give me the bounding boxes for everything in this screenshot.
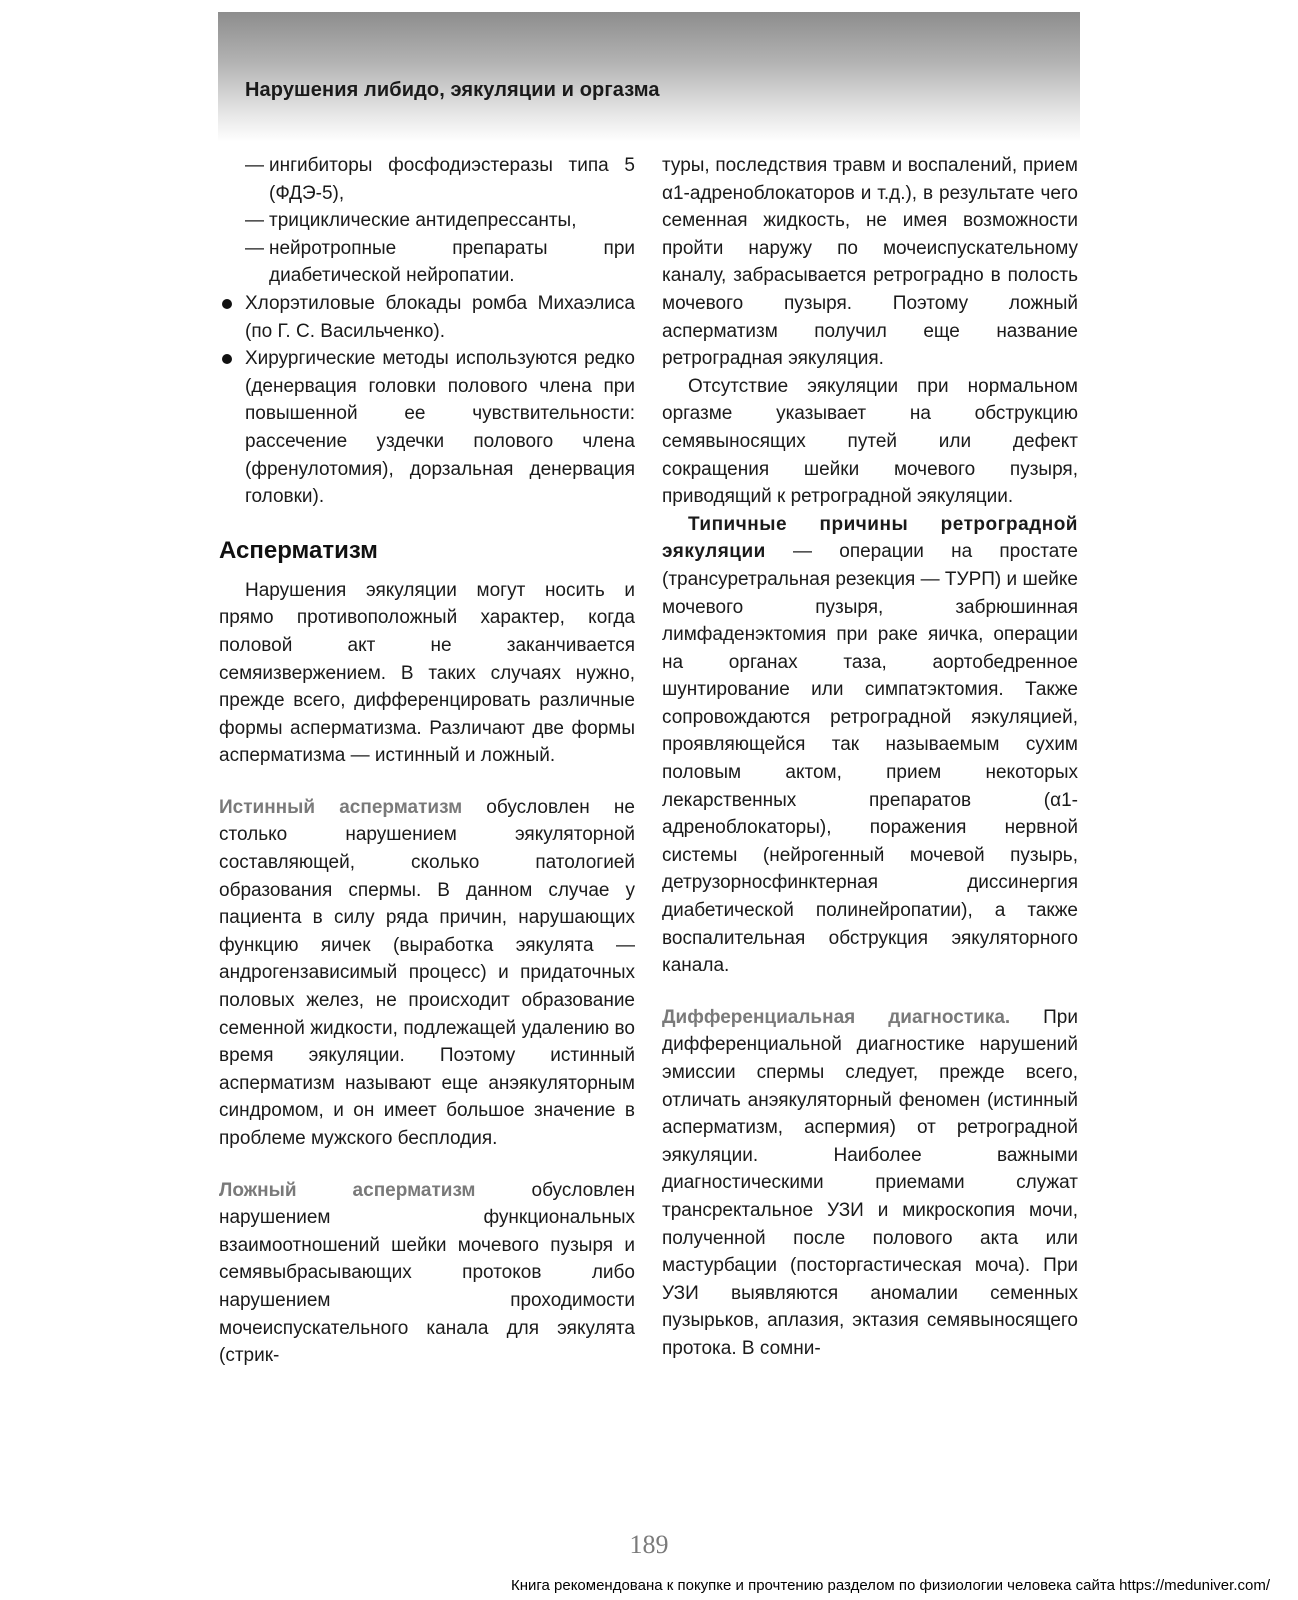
paragraph-true-aspermatism: Истинный асперматизм обусловлен не столько нарушением эякуляторной составляющей, сколько патологией образования спермы. В данном случае у пациента в силу ряда причин, нарушающих функцию яичек (выработка эякулята — андрогензависимый процесс) и придаточных половых желез, не происходит образование семенной жидкости, подлежащей удалению во время эякуляции. Поэтому истинный асперматизм называют еще анэякуляторным синдромом, и он имеет большое значение в проблеме мужского бесплодия. [219, 796, 635, 1149]
list-item: — нейротропные препараты при диабетической нейропатии. [219, 235, 635, 290]
term-false-aspermatism: Ложный асперматизм [219, 1179, 476, 1201]
left-column [219, 152, 635, 1370]
section-heading: Асперматизм [219, 536, 378, 564]
bullet-icon [222, 354, 232, 364]
paragraph-typical-causes: Типичные причины ретроградной эякуляции — операции на простате (трансуретральная резекция — ТУРП) и шейке мочевого пузыря, забрюшинная лимфаденэктомия при раке яичка, операции на органах таза, аортобедренное шунтирование или симпатэктомия. Также сопровождаются ретроградной яэкуляцией, проявляющейся так называемым сухим половым актом, прием некоторых лекарственных препаратов (α1-адреноблокаторы), поражения нервной системы (нейрогенный мочевой пузырь, детрузорносфинктерная диссинергия диабетической полинейропатии), а также воспалительная обструкция эякуляторного канала. [662, 513, 1078, 977]
paragraph-intro: Нарушения эякуляции могут носить и прямо противоположный характер, когда половой акт не заканчивается семяизвержением. В таких случаях нужно, прежде всего, дифференцировать различные формы асперматизма. Различают две формы асперматизма — истинный и ложный. [219, 579, 635, 767]
paragraph-false-aspermatism: Ложный асперматизм обусловлен нарушением функциональных взаимоотношений шейки мочевого пузыря и семявыбрасывающих протоков либо нарушением проходимости мочеиспускательного канала для эякулята (стрик- [219, 1179, 635, 1367]
list-item: — трициклические антидепрессанты, [219, 207, 635, 235]
list-item: — ингибиторы фосфодиэстеразы типа 5 (ФДЭ-5), [219, 152, 635, 207]
paragraph-differential-diagnosis: Дифференциальная диагностика. При дифференциальной диагностике нарушений эмиссии спермы следует, прежде всего, отличать анэякуляторный феномен (истинный асперматизм, аспермия) от ретроградной эякуляции. Наиболее важными диагностическими приемами служат трансректальное УЗИ и микроскопия мочи, полученной после полового акта или мастурбации (посторгастическая моча). При УЗИ выявляются аномалии семенных пузырьков, аплазия, эктазия семявыносящего протока. В сомни- [662, 1006, 1078, 1359]
list-item: Хирургические методы используются редко (денервация головки полового члена при повышенной ее чувствительности: рассечение уздечки полового члена (френулотомия), дорзальная денервация головки). [219, 345, 635, 511]
paragraph-absent-ejaculation: Отсутствие эякуляции при нормальном оргазме указывает на обструкцию семявыносящих путей или дефект сокращения шейки мочевого пузыря, приводящий к ретроградной эякуляции. [662, 375, 1078, 508]
paragraph-continuation: туры, последствия травм и воспалений, прием α1-адреноблокаторов и т.д.), в результате чего семенная жидкость, не имея возможности пройти наружу по мочеиспускательному каналу, забрасывается ретроградно в полость мочевого пузыря. Поэтому ложный асперматизм получил еще название ретроградная эякуляция. [662, 155, 1078, 370]
list-item: Хлорэтиловые блокады ромба Михаэлиса (по Г. С. Васильченко). [219, 290, 635, 345]
term-true-aspermatism: Истинный асперматизм [219, 796, 463, 818]
term-differential-diagnosis: Дифференциальная диагностика. [662, 1006, 1011, 1028]
bullet-list [219, 290, 635, 511]
running-header-band [218, 12, 1080, 142]
right-column [662, 152, 1078, 1363]
bullet-icon [222, 299, 232, 309]
page-number: 189 [629, 1530, 669, 1559]
running-header-title: Нарушения либидо, эякуляции и оргазма [245, 79, 660, 101]
dash-marker: — [245, 210, 264, 232]
dash-list [219, 152, 635, 290]
dash-marker: — [245, 237, 264, 259]
dash-marker: — [245, 155, 264, 176]
term-typical-causes: Типичные причины ретроградной эякуляции [662, 513, 1078, 563]
footer-note: Книга рекомендована к покупке и прочтению разделом по физиологии человека сайта https://meduniver.com/ [510, 1577, 1270, 1594]
